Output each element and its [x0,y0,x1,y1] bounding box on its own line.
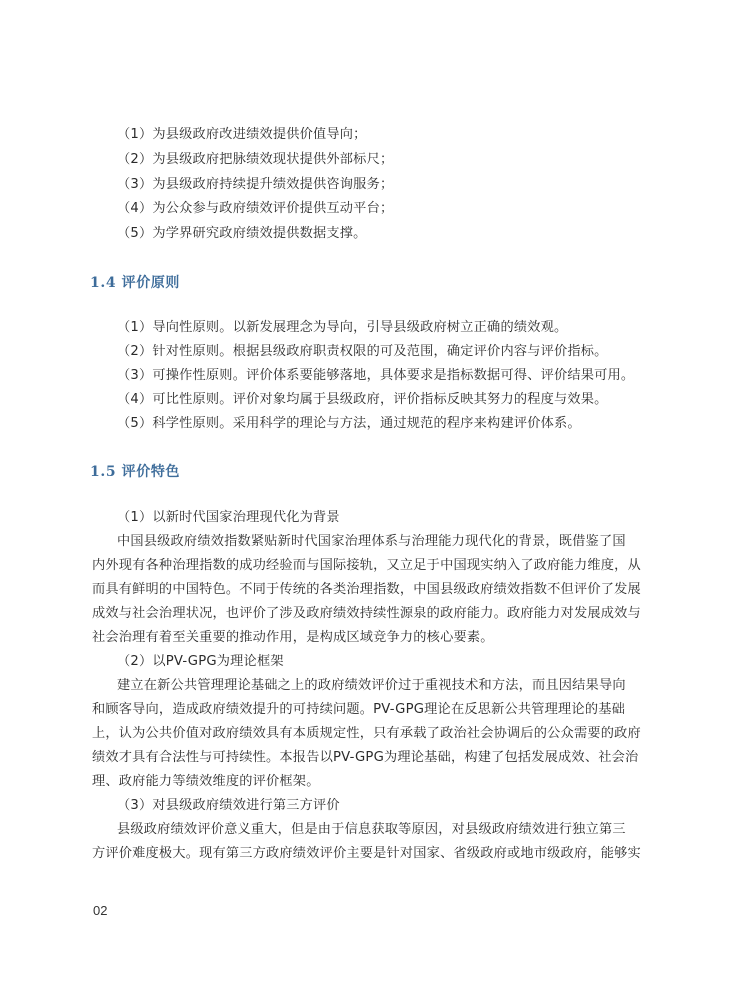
paragraph-line: 中国县级政府绩效指数紧贴新时代国家治理体系与治理能力现代化的背景，既借鉴了国 [117,534,626,549]
paragraph-line: 绩效才具有合法性与可持续性。本报告以PV-GPG为理论基础，构建了包括发展成效、社会治 [92,750,639,765]
paragraph-line: 建立在新公共管理理论基础之上的政府绩效评价过于重视技术和方法，而且因结果导向 [117,678,626,693]
subsection-heading: （3）对县级政府绩效进行第三方评价 [117,798,340,813]
paragraph-line: 和顾客导向，造成政府绩效提升的可持续问题。PV-GPG理论在反思新公共管理理论的基础 [92,702,625,717]
goal-item: （2）为县级政府把脉绩效现状提供外部标尺； [117,152,394,167]
paragraph-line: 方评价难度极大。现有第三方政府绩效评价主要是针对国家、省级政府或地市级政府，能够实 [92,846,641,861]
principle-item: （5）科学性原则。采用科学的理论与方法，通过规范的程序来构建评价体系。 [117,416,581,431]
subsection-heading: （2）以PV-GPG为理论框架 [117,654,284,669]
section-heading-1-4: 1.4 评价原则 [90,275,181,291]
paragraph-line: 内外现有各种治理指数的成功经验而与国际接轨，又立足于中国现实纳入了政府能力维度，从 [92,558,641,573]
goal-item: （3）为县级政府持续提升绩效提供咨询服务； [117,177,394,192]
paragraph-line: 理、政府能力等绩效维度的评价框架。 [92,774,320,789]
paragraph-line: 县级政府绩效评价意义重大，但是由于信息获取等原因，对县级政府绩效进行独立第三 [117,822,626,837]
page-number: 02 [93,903,108,918]
principle-item: （3）可操作性原则。评价体系要能够落地，具体要求是指标数据可得、评价结果可用。 [117,368,635,383]
goal-item: （4）为公众参与政府绩效评价提供互动平台； [117,201,394,216]
principle-item: （1）导向性原则。以新发展理念为导向，引导县级政府树立正确的绩效观。 [117,320,568,335]
paragraph-line: 成效与社会治理状况，也评价了涉及政府绩效持续性源泉的政府能力。政府能力对发展成效与 [92,606,641,621]
paragraph-line: 上，认为公共价值对政府绩效具有本质规定性，只有承载了政治社会协调后的公众需要的政府 [92,726,641,741]
principle-item: （2）针对性原则。根据县级政府职责权限的可及范围，确定评价内容与评价指标。 [117,344,608,359]
goal-item: （1）为县级政府改进绩效提供价值导向； [117,127,367,142]
subsection-heading: （1）以新时代国家治理现代化为背景 [117,510,340,525]
paragraph-line: 社会治理有着至关重要的推动作用，是构成区域竞争力的核心要素。 [92,630,494,645]
principle-item: （4）可比性原则。评价对象均属于县级政府，评价指标反映其努力的程度与效果。 [117,392,608,407]
paragraph-line: 而具有鲜明的中国特色。不同于传统的各类治理指数，中国县级政府绩效指数不但评价了发展 [92,582,641,597]
section-heading-1-5: 1.5 评价特色 [90,464,181,480]
goal-item: （5）为学界研究政府绩效提供数据支撑。 [117,226,367,241]
